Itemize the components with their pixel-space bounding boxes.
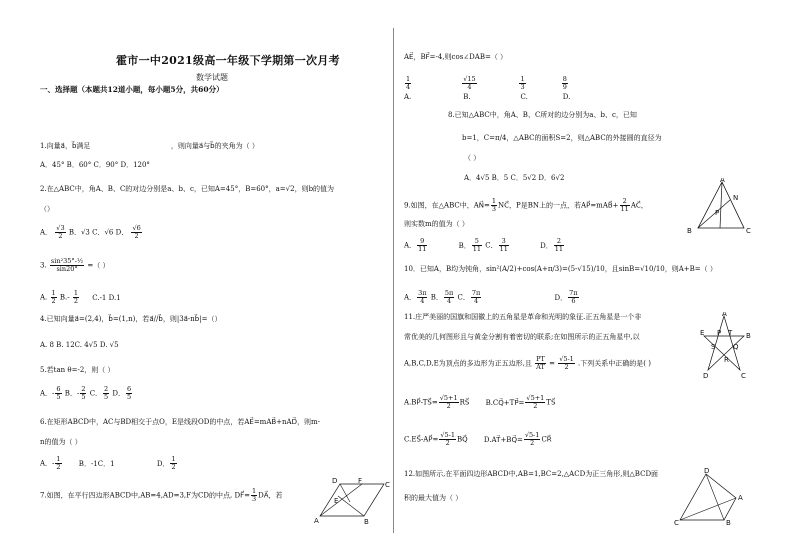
q11-options-cd: C.ES⃗-AP⃗= $\frac{√5-1}{2}$ BQ⃗ D.AT⃗+BQ⃗= $\frac{√5-1}{2}$ CR⃗ [404, 431, 552, 447]
q10-options: A． $\frac{3\pi}{4}$ B． $\frac{5\pi}{4}$ C． $\frac{7\pi}{4}$ D． $\frac{7\pi}{6}$ [404, 289, 578, 305]
q5-stem: 5.若tan θ=-2，则（ ） [40, 366, 115, 374]
label-C: C [741, 372, 746, 380]
section-heading: 一、选择题（本题共12道小题，每小题5分，共60分） [40, 85, 224, 94]
parallelogram-figure [312, 476, 390, 526]
column-divider [393, 28, 394, 533]
label-C: C [385, 481, 390, 489]
q9-options: A． $\frac{9}{11}$ B． $\frac{5}{11}$ C． $\frac{3}{11}$ D． $\frac{2}{11}$ [404, 237, 564, 253]
label-T: T [728, 329, 733, 337]
label-Q: Q [733, 343, 739, 351]
page-title: 霍市一中2021级高一年级下学期第一次月考 [116, 54, 340, 67]
q6-stem: 6.在矩形ABCD中，AC与BD相交于点O，E是线段OD的中点，若AE⃗=mAB⃗+nAD⃗，则m- [40, 418, 321, 426]
label-R: R [724, 356, 729, 364]
label-D: D [332, 477, 338, 485]
q2-options: A． $\frac{√3}{2}$ B．√3 C．√6 D． $\frac{√6}{2}$ [40, 224, 141, 240]
quadrilateral-figure [672, 468, 744, 526]
left-column [34, 0, 390, 560]
label-D: D [704, 468, 710, 475]
label-A: A [738, 494, 743, 502]
q6-options: A．- $\frac{1}{2}$ B．-1C．1 D． $\frac{1}{2}$ [40, 455, 176, 471]
q9-line1: 9.如图，在△ABC中，AN⃗= $\frac{1}{3}$ NC⃗，P是BN上的一点，若AP⃗=mAB⃗+ $\frac{2}{11}$ AC⃗， [404, 197, 648, 213]
q3-options: A. $\frac{1}{2}$ B.- $\frac{1}{2}$ C.-1 D.1 [40, 289, 121, 305]
q12-line2: 积的最大值为（ ） [404, 494, 463, 502]
q11-line1: 11.庄严美丽的国旗和国徽上的五角星是革命和光明的象征.正五角星是一个非 [404, 313, 642, 321]
label-A: A [722, 312, 727, 318]
q1-stem: 1.向量a⃗，b⃗满足 ，则向量a⃗与b⃗的夹角为（ ） [40, 142, 259, 150]
label-B: B [746, 332, 751, 340]
q11-line3: A,B,C,D,E为顶点的多边形为正五边形,且 $\frac{PT}{AT}$ = $\frac{√5-1}{2}$ .下列关系中正确的是( ) [404, 355, 651, 371]
q10-stem: 10．已知A，B均为钝角，sin²(A/2)+cos(A+π/3)=(5-√15)/10，且sinB=√10/10，则A+B=（ ） [404, 265, 717, 273]
q8-line1: 8.已知△ABC中，角A、B、C所对的边分别为a、b、c，已知 [448, 111, 637, 119]
q8-options: A．4√5 B．5 C．5√2 D．6√2 [464, 174, 565, 182]
label-P: P [717, 329, 722, 337]
label-A: A [720, 178, 725, 184]
q11-line2: 常优美的几何图形且与黄金分割有着密切的联系;在如图所示的正五角星中,以 [404, 333, 640, 341]
q7-options: $\frac{1}{4}$ $\frac{√15}{4}$ $\frac{1}{3}$ $\frac{8}{9}$ [406, 75, 567, 91]
q9-line2: 则实数m的值为（ ） [404, 220, 469, 228]
q4-stem: 4.已知向量a⃗=(2,4)，b⃗=(1,n)，若a⃗//b⃗，则|3a⃗-nb⃗|=（） [40, 315, 222, 323]
q8-line2: b=1，C=π/4，△ABC的面积S=2，则△ABC的外接圆的直径为 [462, 134, 662, 142]
q7-stem: 7.如图，在平行四边形ABCD中,AB=4,AD=3,F为CD的中点, DF⃗= $\frac{1}{3}$ DA⃗，若 [40, 487, 283, 503]
label-E: E [700, 329, 705, 337]
label-C: C [674, 519, 679, 526]
label-P: P [715, 209, 720, 217]
label-N: N [733, 194, 739, 202]
q2-paren: （） [40, 205, 54, 213]
q8-paren: （ ） [464, 154, 481, 162]
q12-line1: 12.如图所示,在平面四边形ABCD中,AB=1,BC=2,△ACD为正三角形,则△BCD面 [404, 470, 659, 478]
label-A: A [314, 517, 319, 525]
triangle-figure [684, 178, 760, 238]
page-subtitle: 数学试题 [196, 73, 228, 82]
q5-options: A．- $\frac{6}{5}$ B．- $\frac{2}{5}$ C． $\frac{2}{5}$ D． $\frac{6}{5}$ [40, 385, 132, 401]
label-C: C [746, 227, 751, 235]
right-column [400, 0, 770, 560]
pentagram-figure [700, 312, 762, 382]
q7-continued: AE⃗，BF⃗=-4,则cos∠DAB=（ ） [404, 53, 508, 61]
q3-stem: 3. $\frac{\text{sin²35°-½}}{\sin 20^\circ}$ =（ ） [40, 257, 110, 273]
q7-option-letters: A. B. C. D. [404, 93, 571, 101]
label-S: S [711, 343, 716, 351]
q2-stem: 2.在△ABC中，角A、B、C的对边分别是a、b、c，已知A=45°，B=60°，a=√2，则b的值为 [40, 185, 335, 193]
label-B: B [726, 519, 731, 526]
q1-options: A．45° B．60° C．90° D．120° [40, 161, 150, 169]
label-F: F [358, 477, 363, 485]
label-D: D [703, 372, 709, 380]
label-B: B [687, 227, 692, 235]
label-B: B [364, 518, 369, 526]
q6-stem2: n的值为（ ） [40, 438, 82, 446]
q11-options-ab: A.BP⃗-TS⃗= $\frac{√5+1}{2}$ RS⃗ B.CQ⃗+TP⃗= $\frac{√5+1}{2}$ TS⃗ [404, 394, 556, 410]
label-E: E [334, 497, 339, 505]
q4-options: A. 8 B. 12C. 4√5 D. √5 [40, 341, 119, 349]
